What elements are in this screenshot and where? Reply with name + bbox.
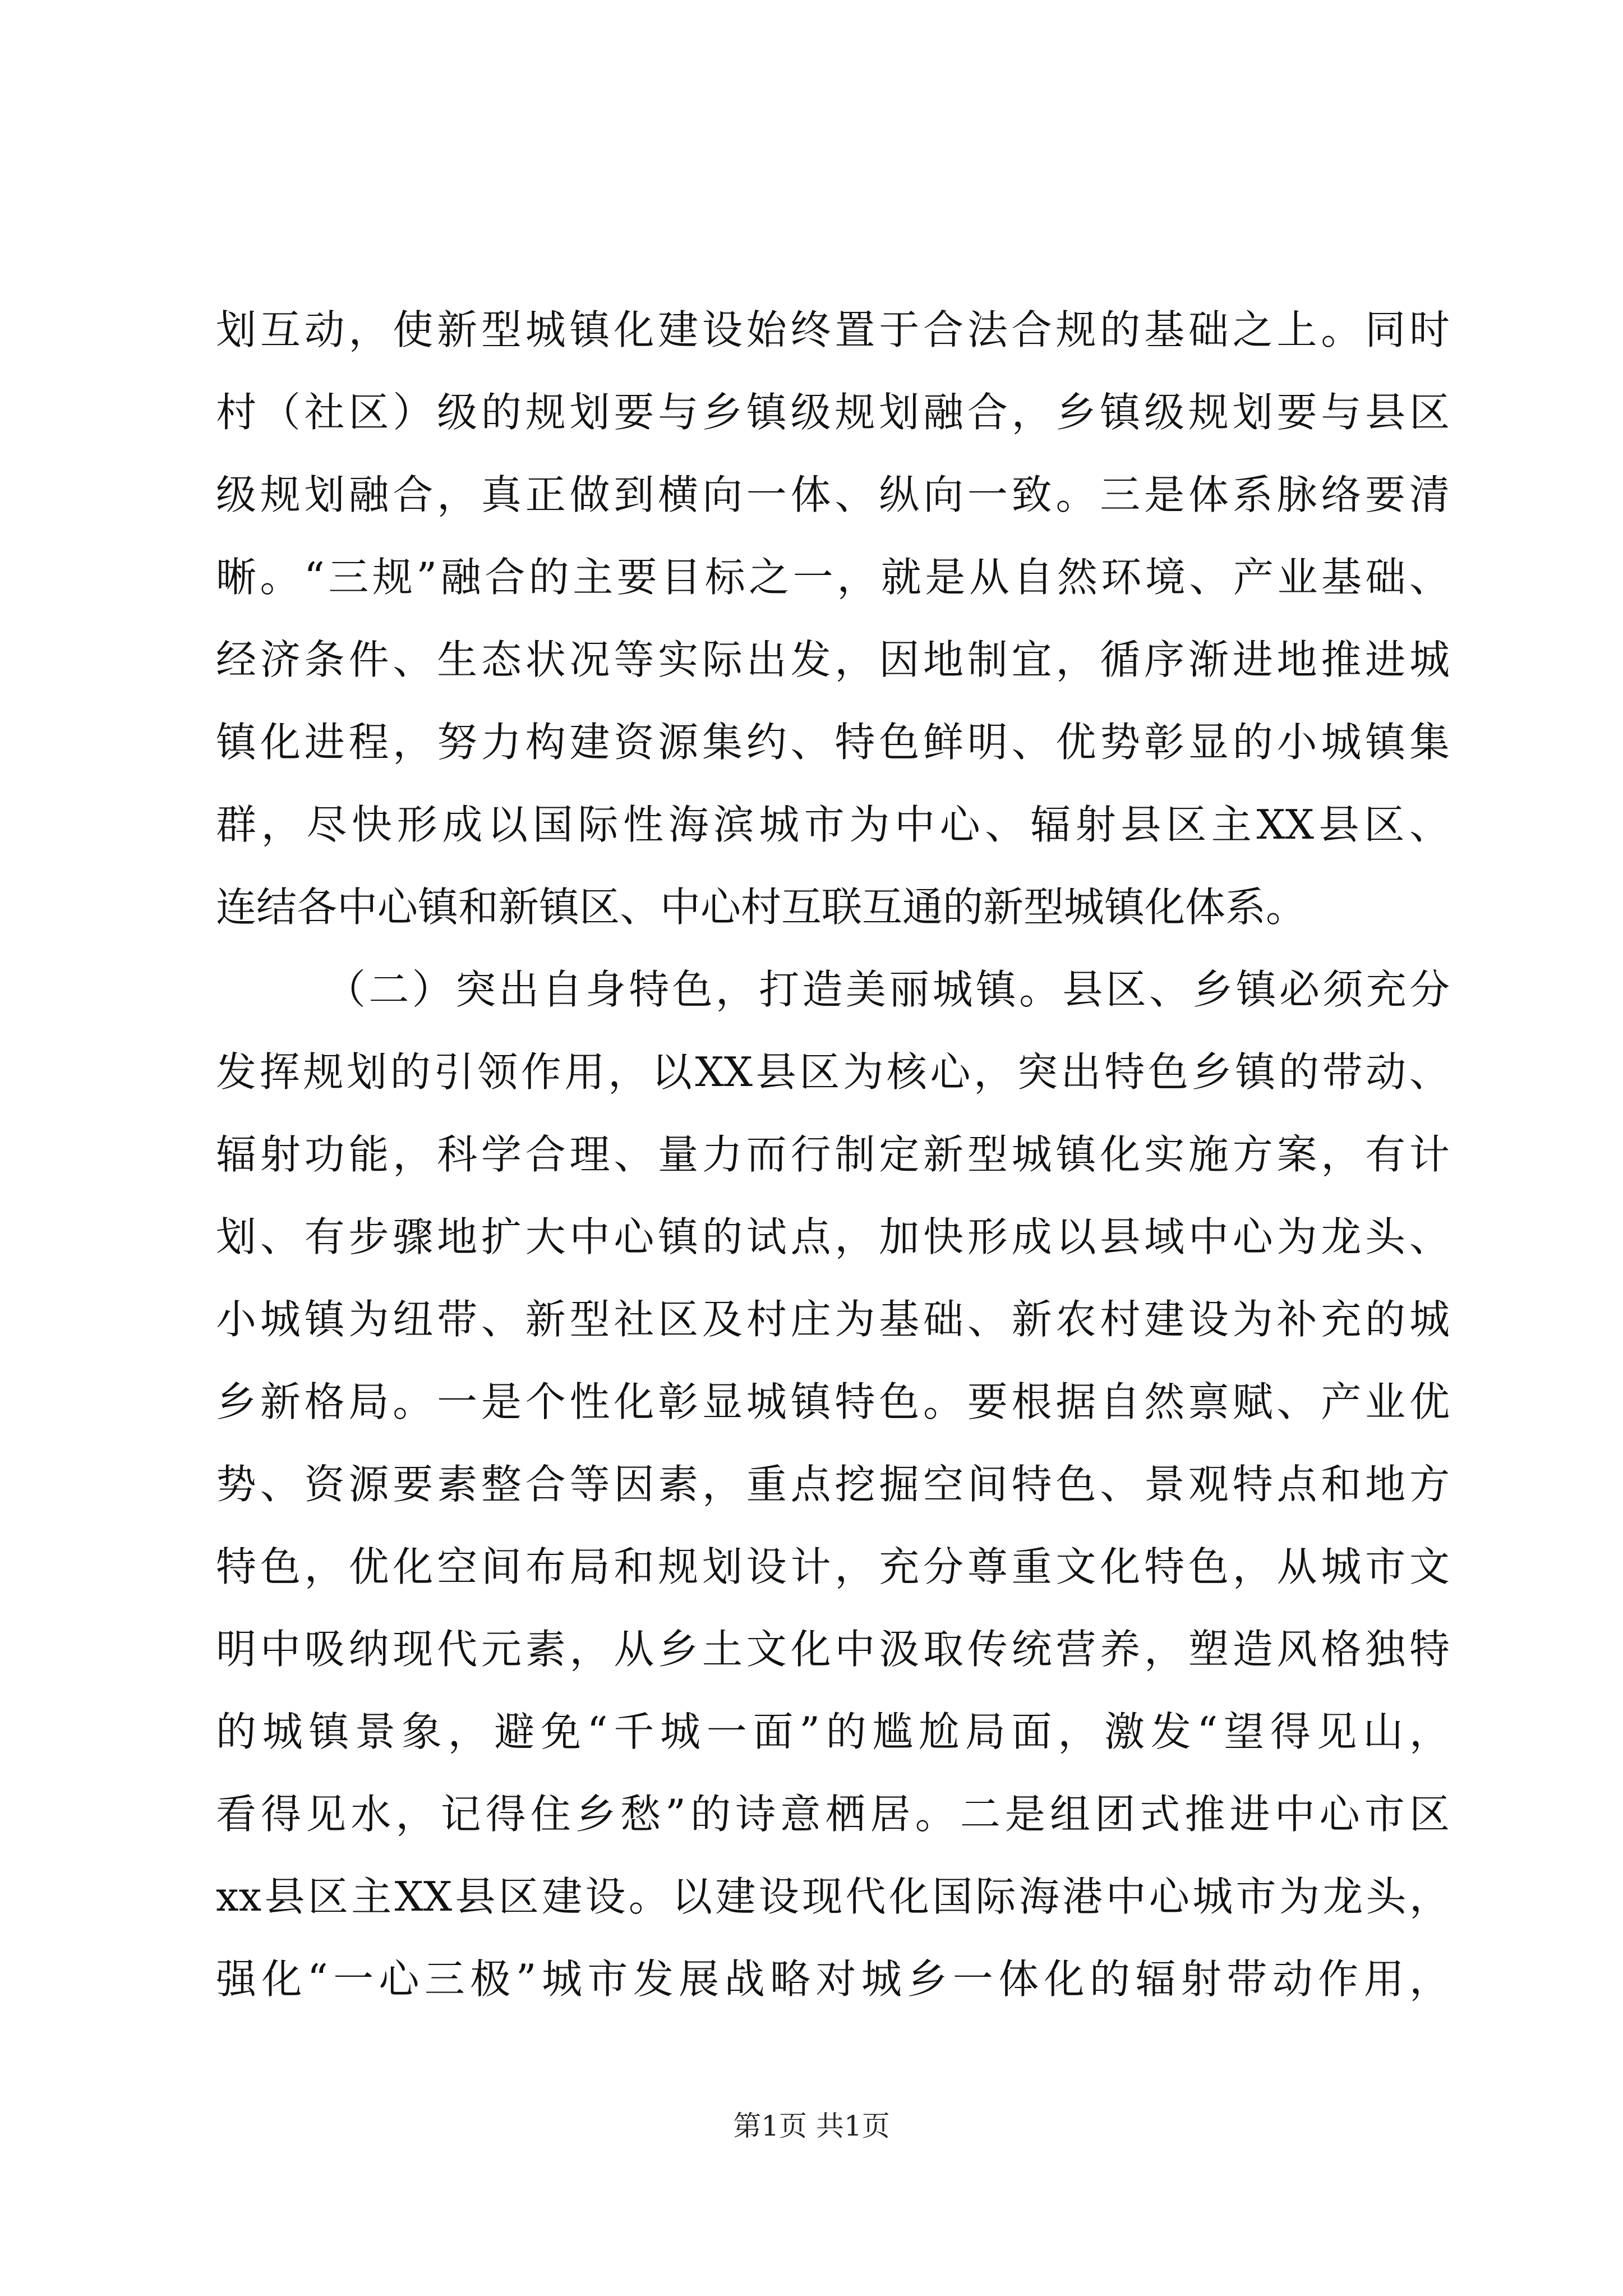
text-line: 划互动，使新型城镇化建设始终置于合法合规的基础之上。同时: [216, 306, 1450, 353]
text-line: 划、有步骤地扩大中心镇的试点，加快形成以县域中心为龙头、: [216, 1213, 1450, 1260]
text-line: 级规划融合，真正做到横向一体、纵向一致。三是体系脉络要清: [216, 471, 1450, 518]
paragraph-start-line: （二）突出自身特色，打造美丽城镇。县区、乡镇必须充分: [325, 966, 1450, 1013]
page-footer: [0, 2109, 1623, 2143]
text-line: 乡新格局。一是个性化彰显城镇特色。要根据自然禀赋、产业优: [216, 1378, 1450, 1425]
text-line: 晰。“三规”融合的主要目标之一，就是从自然环境、产业基础、: [216, 554, 1450, 601]
text-line: 村（社区）级的规划要与乡镇级规划融合，乡镇级规划要与县区: [216, 389, 1450, 436]
text-line: 看得见水，记得住乡愁”的诗意栖居。二是组团式推进中心市区: [216, 1791, 1450, 1838]
text-line: 强化“一心三极”城市发展战略对城乡一体化的辐射带动作用，: [216, 1955, 1450, 2003]
text-line: 连结各中心镇和新镇区、中心村互联互通的新型城镇化体系。: [216, 884, 1307, 931]
text-line: 明中吸纳现代元素，从乡土文化中汲取传统营养，塑造风格独特: [216, 1626, 1450, 1673]
text-line: 的城镇景象，避免“千城一面”的尴尬局面，激发“望得见山，: [216, 1708, 1450, 1755]
page-number-label: 第1页 共1页: [733, 2110, 890, 2142]
body-text: [216, 289, 1450, 2021]
text-line: 经济条件、生态状况等实际出发，因地制宜，循序渐进地推进城: [216, 636, 1450, 683]
text-line: 特色，优化空间布局和规划设计，充分尊重文化特色，从城市文: [216, 1543, 1450, 1590]
text-line: 辐射功能，科学合理、量力而行制定新型城镇化实施方案，有计: [216, 1131, 1450, 1178]
text-line: 镇化进程，努力构建资源集约、特色鲜明、优势彰显的小城镇集: [216, 719, 1450, 766]
text-line: 发挥规划的引领作用，以XX县区为核心，突出特色乡镇的带动、: [216, 1048, 1450, 1096]
text-line: 群，尽快形成以国际性海滨城市为中心、辐射县区主XX县区、: [216, 801, 1450, 848]
text-line: 势、资源要素整合等因素，重点挖掘空间特色、景观特点和地方: [216, 1461, 1450, 1508]
text-line: xx县区主XX县区建设。以建设现代化国际海港中心城市为龙头，: [216, 1873, 1450, 1920]
text-line: 小城镇为纽带、新型社区及村庄为基础、新农村建设为补充的城: [216, 1296, 1450, 1343]
